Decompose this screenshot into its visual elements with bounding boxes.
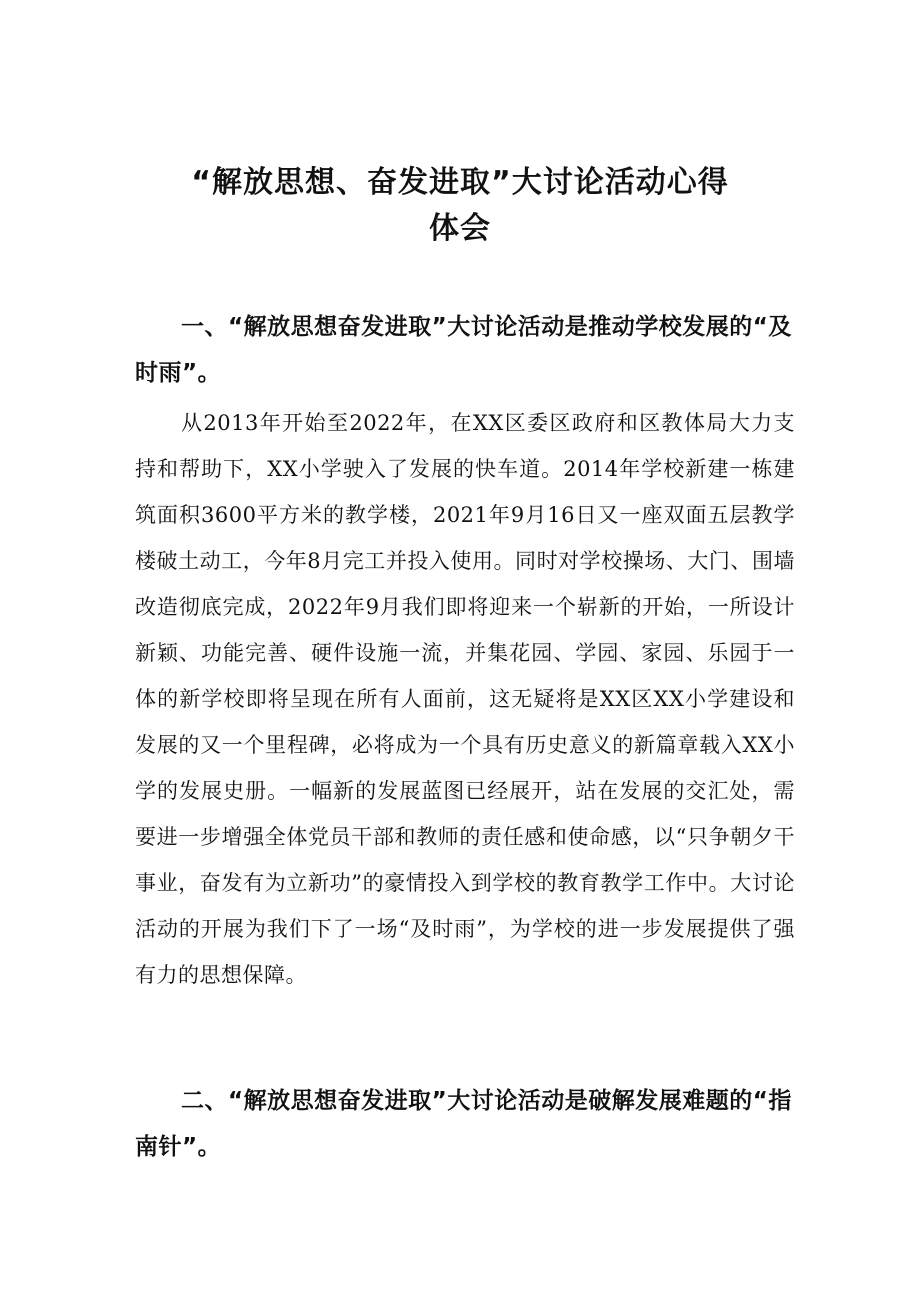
- section-1-heading: 一、“解放思想奋发进取”大讨论活动是推动学校发展的“及时雨”。: [135, 314, 792, 386]
- document-title: [130, 160, 790, 252]
- section-1-paragraph: 从2013年开始至2022年，在XX区委区政府和区教体局大力支持和帮助下，XX小学驶入了发展的快车道。2014年学校新建一栋建筑面积3600平方米的教学楼，2021年9月16日又一座双面五层教学楼破土动工，今年8月完工并投入使用。同时对学校操场、大门、围墙改造彻底完成，2022年9月我们即将迎来一个崭新的开始，一所设计新颖、功能完善、硬件设施一流，并集花园、学园、家园、乐园于一体的新学校即将呈现在所有人面前，这无疑将是XX区XX小学建设和发展的又一个里程碑，必将成为一个具有历史意义的新篇章载入XX小学的发展史册。一幅新的发展蓝图已经展开，站在发展的交汇处，需要进一步增强全体党员干部和教师的责任感和使命感，以“只争朝夕干事业，奋发有为立新功”的豪情投入到学校的教育教学工作中。大讨论活动的开展为我们下了一场“及时雨”，为学校的进一步发展提供了强有力的思想保障。: [135, 411, 795, 987]
- title-line-2: 体会: [429, 211, 491, 246]
- section-2-heading: 二、“解放思想奋发进取”大讨论活动是破解发展难题的“指南针”。: [135, 1088, 792, 1160]
- title-line-1: “解放思想、奋发进取”大讨论活动心得: [191, 165, 729, 200]
